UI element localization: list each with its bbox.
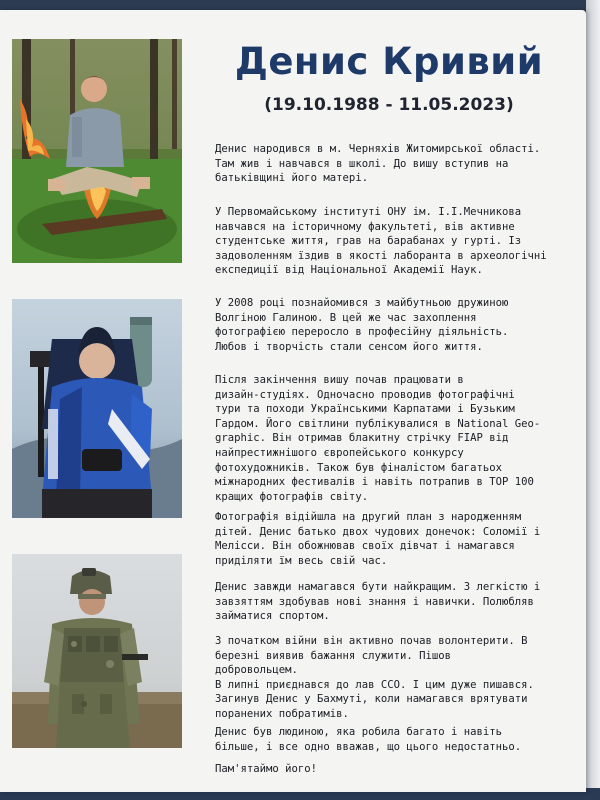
text-line: Після закінчення вишу почав працювати в [215,374,464,386]
portrait-with-camera-backpack-photo [12,299,182,518]
text-line: Пам'ятаймо його! [215,763,318,775]
text-line: міжнародних фестивалів і навіть потрапив в TOP 100 [215,476,534,489]
person-name-title: Денис Кривий [234,40,544,83]
closing-remembrance-line [215,762,568,777]
text-line: експедиції від Національної Академії Наук. [215,264,483,277]
biography-paragraph-6 [215,580,568,624]
biography-paragraph-4 [215,373,568,504]
text-line: завзяттям здобував нові знання і навички. Полюбляв [215,595,534,608]
memorial-poster [0,10,586,792]
text-line: займатися спортом. [215,610,330,623]
text-line: У Первомайському інституті ОНУ ім. І.І.Мечникова [215,206,522,218]
text-line: фотохудожників. Також був фіналістом багатьох [215,461,503,474]
biography-paragraph-3 [215,296,568,354]
text-line: Фотографія відійшла на другий план з народженням [215,511,522,523]
text-line: graphic. Він отримав блакитну стрічку FIAP від [215,432,509,445]
biography-paragraph-1 [215,142,568,186]
text-line: Денис був людиною, яка робила багато і навіть [215,726,503,738]
text-line: Любов і творчість стали сенсом його життя. [215,340,483,353]
life-dates: (19.10.1988 - 11.05.2023) [264,95,514,115]
text-line: У 2008 році познайомився з майбутньою дружиною [215,297,509,309]
text-line: Волгіною Галиною. В цей же час захоплення [215,311,477,324]
text-line: Денис завжди намагався бути найкращим. З легкістю і [215,581,541,593]
text-line: З початком війни він активно почав волонтерити. В [215,635,528,647]
biography-paragraph-2 [215,205,568,278]
text-line: навчався на історичному факультеті, вів активне [215,220,515,233]
text-line: поранених побратимів. [215,707,349,720]
text-line: добровольцем. [215,664,298,677]
text-line: фотографією переросло в професійну діяльність. [215,326,509,339]
wall-right-edge [586,0,600,800]
text-line: березні виявив бажання служити. Пішов [215,649,451,662]
text-line: Там жив і навчався в школі. До вишу вступив на [215,157,509,170]
text-line: Загинув Денис у Бахмуті, коли намагався врятувати [215,693,528,706]
portrait-in-military-uniform-photo [12,554,182,748]
text-line: тури та походи Українськими Карпатами і Бузьким [215,403,515,416]
text-line: Гардом. Його світлини публікувалися в National Geo- [215,417,541,430]
text-line: дизайн-студіях. Одночасно проводив фотографічні [215,388,515,401]
portrait-by-campfire-photo [12,39,182,263]
text-line: кращих фотографів світу. [215,490,369,503]
text-line: приділяти їм весь свій час. [215,554,388,567]
biography-paragraph-7 [215,634,568,722]
text-line: більше, і все одно вважав, що цього недостатньо. [215,740,522,753]
text-line: В липні приєднався до лав ССО. І цим дуже пишався. [215,678,534,691]
text-line: задоволенням їздив в якості лаборанта в археологічні [215,249,547,262]
text-line: студентське життя, грав на барабанах у гурті. Із [215,235,522,248]
text-line: Денис народився в м. Черняхів Житомирської області. [215,143,541,155]
text-line: батьківщині його матері. [215,172,369,185]
biography-paragraph-5 [215,510,568,568]
biography-paragraph-8 [215,725,568,754]
text-line: Мелісси. Він обожнював своїх дівчат і намагався [215,540,515,553]
text-line: найпрестижнішого європейського конкурсу [215,446,464,459]
text-line: дітей. Денис батько двох чудових донечок: Соломії і [215,525,541,538]
